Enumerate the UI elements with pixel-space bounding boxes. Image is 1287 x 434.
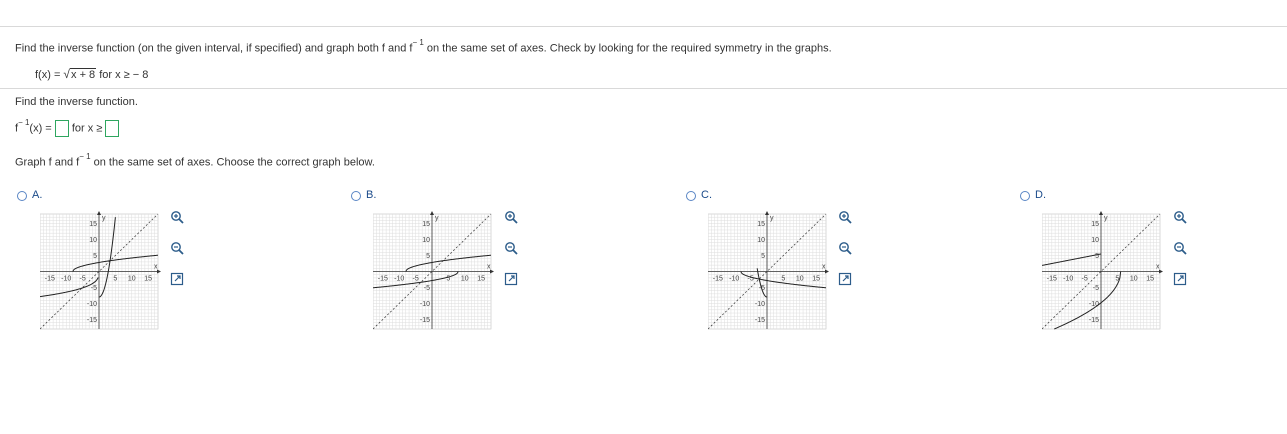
option-d-graph (1042, 211, 1164, 331)
option-a-graph (40, 211, 162, 331)
y-axis-label: y (1104, 215, 1108, 222)
part1-prompt: Find the inverse function. (15, 96, 138, 108)
function-definition: f(x) = √x + 8 for x ≥ − 8 (35, 67, 149, 81)
y-tick-label: -5 (423, 284, 430, 292)
option-b-graph (373, 211, 495, 331)
option-d-label[interactable]: D. (1035, 189, 1046, 201)
x-tick-label: 10 (795, 275, 804, 283)
expand-icon[interactable] (838, 272, 852, 286)
x-tick-label: 5 (113, 275, 118, 283)
inverse-expression-input[interactable] (55, 120, 69, 137)
y-tick-label: -5 (1092, 284, 1099, 292)
x-tick-label: -15 (1046, 275, 1057, 283)
y-tick-label: 10 (89, 237, 97, 245)
y-tick-label: 15 (89, 221, 97, 229)
y-tick-label: -15 (419, 316, 430, 324)
option-c-graph (708, 211, 830, 331)
x-axis-label: x (822, 263, 826, 271)
option-a-radio[interactable] (17, 191, 27, 201)
y-tick-label: 10 (1091, 237, 1099, 245)
zoom-in-icon[interactable] (504, 210, 518, 224)
x-tick-label: 10 (127, 275, 136, 283)
x-tick-label: -5 (79, 275, 86, 283)
option-b-label[interactable]: B. (366, 189, 377, 201)
x-axis-label: x (487, 263, 491, 271)
y-tick-label: -10 (1088, 300, 1099, 308)
x-tick-label: 10 (1129, 275, 1138, 283)
x-tick-label: -15 (44, 275, 55, 283)
x-tick-label: -5 (747, 275, 754, 283)
x-tick-label: 15 (1146, 275, 1155, 283)
zoom-in-icon[interactable] (1173, 210, 1187, 224)
y-tick-label: -5 (90, 284, 97, 292)
y-axis-label: y (770, 215, 774, 222)
y-tick-label: 10 (757, 237, 765, 245)
y-tick-label: 5 (93, 253, 97, 261)
zoom-out-icon[interactable] (504, 241, 518, 255)
option-b-radio[interactable] (351, 191, 361, 201)
mid-divider (0, 88, 1287, 89)
x-tick-label: -5 (412, 275, 419, 283)
x-tick-label: -15 (712, 275, 723, 283)
part2-prompt: Graph f and $f^{- 1}$ on the same set of axes. Choose the correct graph below. (15, 152, 375, 169)
y-tick-label: 5 (761, 253, 765, 261)
expand-icon[interactable] (504, 272, 518, 286)
expand-icon[interactable] (1173, 272, 1187, 286)
zoom-out-icon[interactable] (1173, 241, 1187, 255)
y-tick-label: 10 (422, 237, 430, 245)
y-tick-label: -5 (758, 284, 765, 292)
expand-icon[interactable] (170, 272, 184, 286)
x-tick-label: 5 (446, 275, 451, 283)
top-divider (0, 26, 1287, 27)
question-instruction: Find the inverse function (on the given interval, if specified) and graph both f and $f^{- 1}$ on the same set of axes. Check by looking for the required symmetry in the graphs. (15, 38, 832, 55)
x-tick-label: 15 (477, 275, 486, 283)
y-tick-label: 15 (757, 221, 765, 229)
x-axis-label: x (154, 263, 158, 271)
x-tick-label: -10 (61, 275, 72, 283)
y-tick-label: -10 (86, 300, 97, 308)
y-tick-label: 15 (1091, 221, 1099, 229)
x-tick-label: -10 (1063, 275, 1074, 283)
option-a-label[interactable]: A. (32, 189, 43, 201)
option-c-label[interactable]: C. (701, 189, 712, 201)
x-tick-label: 15 (144, 275, 153, 283)
y-tick-label: 5 (1095, 253, 1099, 261)
y-tick-label: -15 (754, 316, 765, 324)
y-axis-label: y (435, 215, 439, 222)
inverse-answer-row: $f^{- 1}(x)$ = for x ≥ (15, 120, 119, 137)
option-c-radio[interactable] (686, 191, 696, 201)
x-tick-label: 5 (781, 275, 786, 283)
x-tick-label: -15 (377, 275, 388, 283)
x-tick-label: -10 (729, 275, 740, 283)
zoom-in-icon[interactable] (170, 210, 184, 224)
y-tick-label: -15 (86, 316, 97, 324)
option-d-radio[interactable] (1020, 191, 1030, 201)
radical: √x + 8 (63, 67, 96, 81)
y-axis-label: y (102, 215, 106, 222)
x-tick-label: 15 (812, 275, 821, 283)
y-tick-label: -10 (754, 300, 765, 308)
zoom-in-icon[interactable] (838, 210, 852, 224)
x-tick-label: 5 (1115, 275, 1120, 283)
y-tick-label: 15 (422, 221, 430, 229)
y-tick-label: 5 (426, 253, 430, 261)
x-tick-label: 10 (460, 275, 469, 283)
zoom-out-icon[interactable] (170, 241, 184, 255)
y-tick-label: -15 (1088, 316, 1099, 324)
x-tick-label: -10 (394, 275, 405, 283)
domain-input[interactable] (105, 120, 119, 137)
x-axis-label: x (1156, 263, 1160, 271)
zoom-out-icon[interactable] (838, 241, 852, 255)
y-tick-label: -10 (419, 300, 430, 308)
x-tick-label: -5 (1081, 275, 1088, 283)
